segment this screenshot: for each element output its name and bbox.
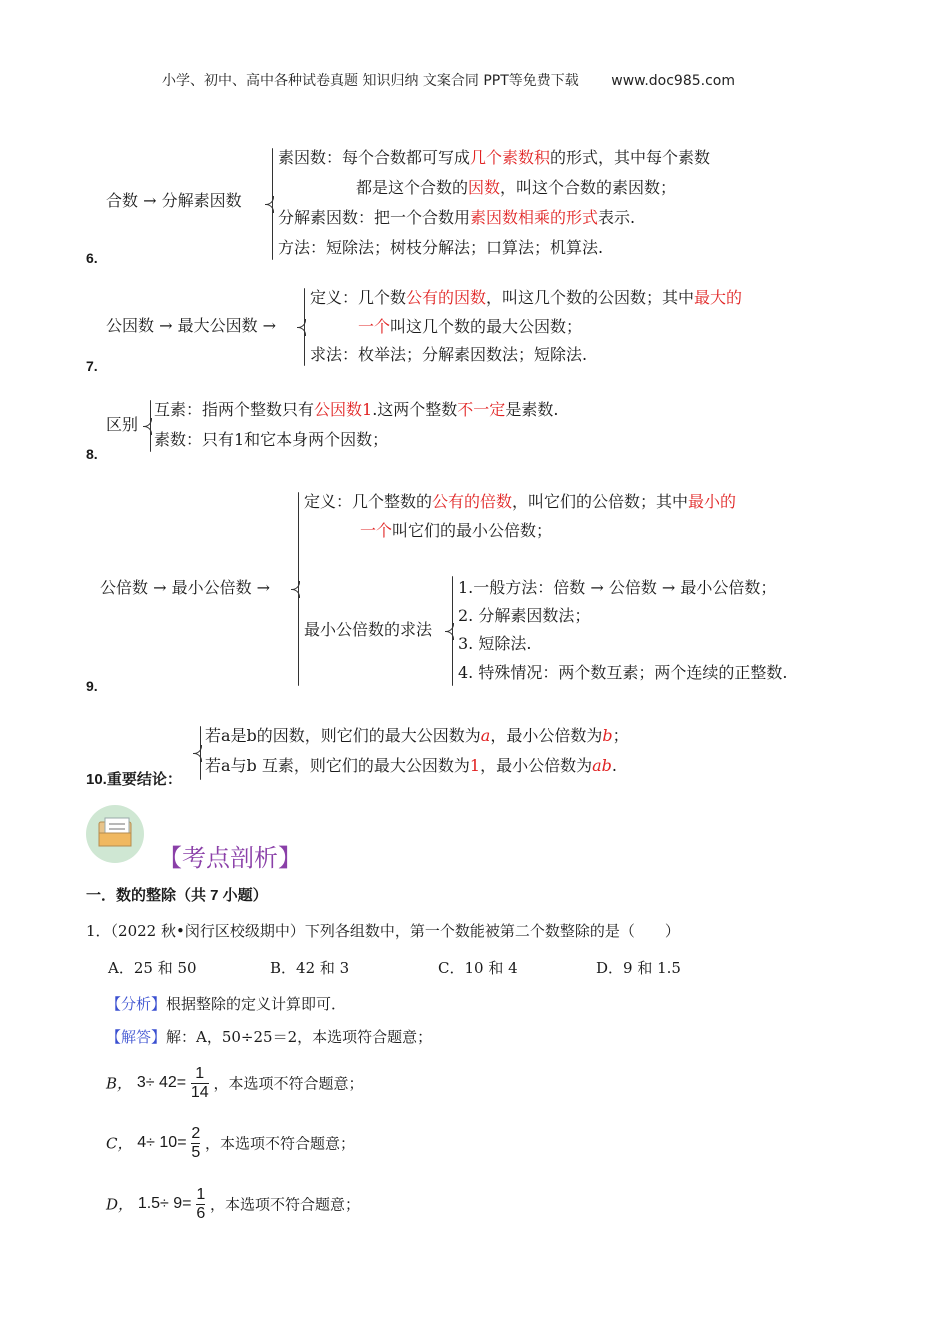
- analysis-line: 【分析】根据整除的定义计算即可．: [106, 995, 347, 1013]
- answer-d: D， 1.5÷ 9= $\frac{1}{6}$ ，本选项不符合题意；: [106, 1186, 361, 1222]
- item9-sub1: 1.一般方法：倍数 → 公倍数 → 最小公倍数；: [458, 578, 777, 597]
- section-heading: 一．数的整除（共 7 小题）: [86, 887, 268, 904]
- document-icon: [86, 805, 144, 863]
- answer-b: B， 3÷ 42= $\frac{1}{14}$ ，本选项不符合题意；: [106, 1065, 364, 1101]
- option-c: C．10 和 4: [438, 959, 518, 977]
- header-text: 小学、初中、高中各种试卷真题 知识归纳 文案合同 PPT等免费下载: [162, 73, 579, 89]
- item10-line1: 若a是b的因数，则它们的最大公因数为a，最小公倍数为b；: [205, 726, 629, 745]
- section-banner: 【考点剖析】: [158, 844, 302, 872]
- item9-brace: [298, 492, 299, 686]
- item7-line3: 求法：枚举法；分解素因数法；短除法.: [310, 345, 588, 364]
- item7-brace: [304, 288, 305, 366]
- item7-number: 7.: [86, 358, 98, 374]
- item8-line2: 素数：只有1和它本身两个因数；: [154, 430, 389, 449]
- item6-brace: [272, 148, 273, 260]
- item9-line1: 定义：几个整数的公有的倍数，叫它们的公倍数；其中最小的: [304, 492, 737, 511]
- item8-line1: 互素：指两个整数只有公因数1.这两个整数不一定是素数.: [154, 400, 559, 419]
- item7-left: 公因数 → 最大公因数 →: [106, 316, 277, 335]
- item9-left: 公倍数 → 最小公倍数 →: [100, 578, 271, 597]
- item9-sub3: 3. 短除法.: [458, 634, 532, 653]
- answer-tag: 【解答】: [106, 1028, 167, 1046]
- item9-sub2: 2. 分解素因数法；: [458, 606, 591, 625]
- item9-sub-brace: [452, 576, 453, 686]
- item6-number: 6.: [86, 250, 98, 266]
- item10-label: 10.重要结论：: [86, 771, 182, 788]
- item8-brace: [150, 400, 151, 452]
- item6-line2: 都是这个合数的因数，叫这个合数的素因数；: [356, 178, 677, 197]
- item6-line4: 方法：短除法；树枝分解法；口算法；机算法.: [278, 238, 604, 257]
- analysis-tag: 【分析】: [106, 995, 167, 1013]
- item6-line1: 素因数：每个合数都可写成几个素数积的形式，其中每个素数: [278, 148, 711, 167]
- item9-line2: 一个叫它们的最小公倍数；: [360, 521, 553, 540]
- item8-left: 区别: [106, 415, 139, 434]
- page-header: [162, 70, 735, 90]
- option-b: B．42 和 3: [270, 959, 350, 977]
- option-d: D．9 和 1.5: [596, 959, 681, 977]
- item8-number: 8.: [86, 446, 98, 462]
- question-stem: 1．（2022 秋•闵行区校级期中）下列各组数中，第一个数能被第二个数整除的是（ ）: [86, 922, 680, 940]
- item6-line3: 分解素因数：把一个合数用素因数相乘的形式表示.: [278, 208, 636, 227]
- item9-method-label: 最小公倍数的求法: [304, 620, 433, 639]
- item7-line2: 一个叫这几个数的最大公因数；: [358, 317, 583, 336]
- item7-line1: 定义：几个数公有的因数，叫这几个数的公因数；其中最大的: [310, 288, 743, 307]
- item9-number: 9.: [86, 678, 98, 694]
- item6-left: 合数 → 分解素因数: [106, 191, 242, 210]
- answer-c: C， 4÷ 10= $\frac{2}{5}$ ，本选项不符合题意；: [106, 1125, 356, 1161]
- item10-line2: 若a与b 互素，则它们的最大公因数为1，最小公倍数为ab.: [205, 756, 617, 775]
- answer-line: 【解答】解：A，50÷25＝2，本选项符合题意；: [106, 1028, 433, 1046]
- item10-brace: [200, 726, 201, 780]
- header-site: www.doc985.com: [611, 73, 735, 89]
- option-a: A．25 和 50: [108, 959, 197, 977]
- item9-sub4: 4. 特殊情况：两个数互素；两个连续的正整数.: [458, 663, 788, 682]
